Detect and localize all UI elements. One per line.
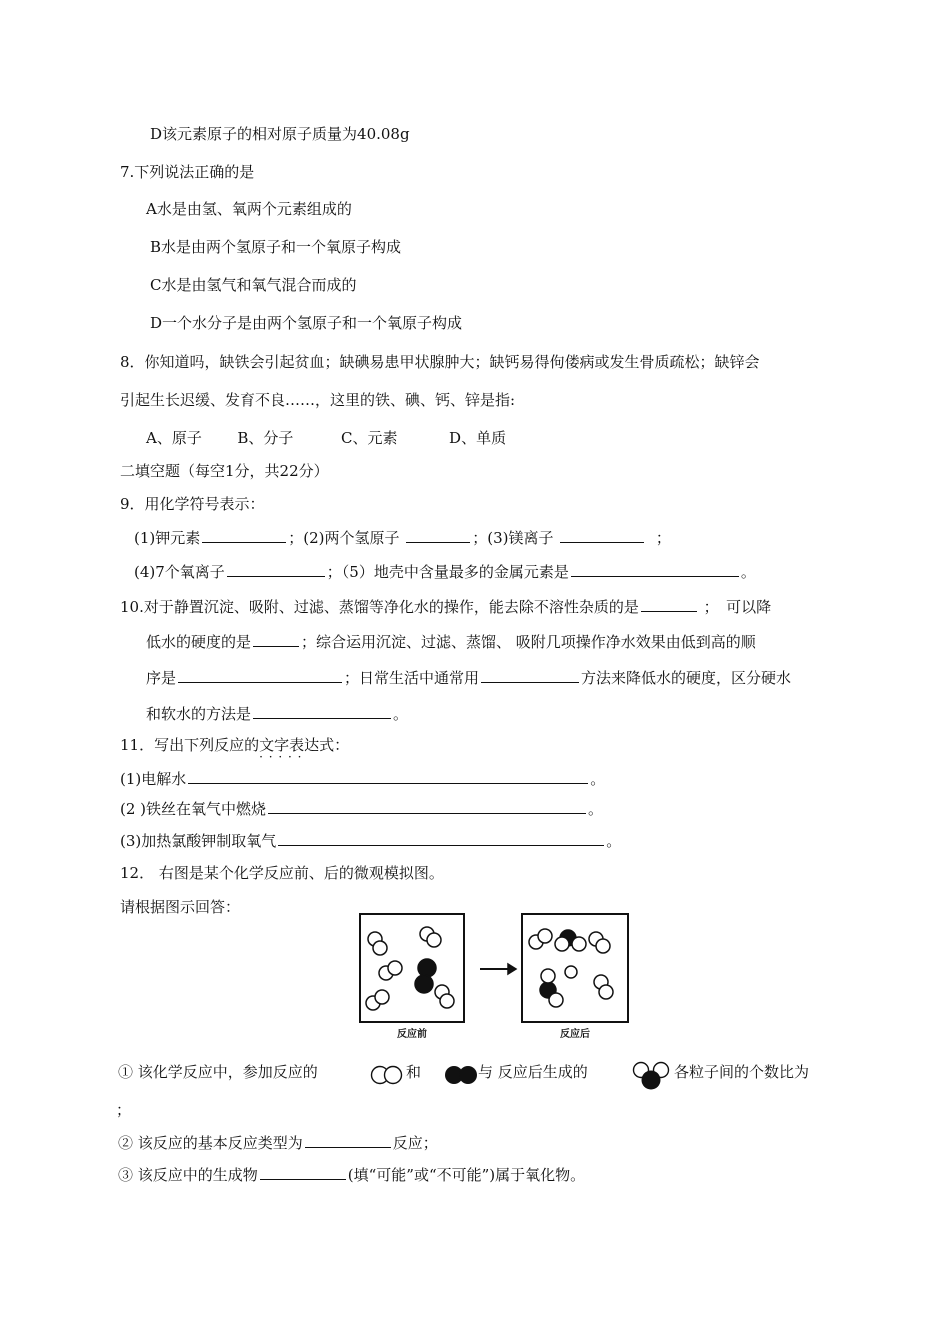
q9-blank-4[interactable] — [227, 562, 325, 577]
q10-text-3c: 方法来降低水的硬度，区分硬水 — [581, 669, 792, 687]
q9-line2 — [134, 562, 756, 582]
before-label: 反应前 — [397, 1029, 427, 1040]
q9-part5-end: 。 — [740, 563, 756, 581]
q10-line1 — [120, 597, 771, 617]
q9-stem: 9．用化学符号表示： — [120, 495, 265, 513]
q12-s1-text-e: ； — [116, 1101, 132, 1119]
q9-blank-5[interactable] — [571, 562, 739, 577]
q10-blank-1[interactable] — [641, 597, 697, 612]
q7-option-b: B水是由两个氢原子和一个氧原子构成 — [150, 238, 402, 256]
q11-part1-end: 。 — [590, 770, 606, 788]
q11-blank-2[interactable] — [268, 799, 586, 814]
q11-part1-label: (1)电解水 — [120, 770, 187, 788]
q9-blank-2[interactable] — [406, 528, 470, 543]
q12-prompt: 请根据图示回答： — [120, 898, 241, 916]
q9-part3-end: ； — [655, 529, 671, 547]
q11-stem-emphasis: 文字表达式 · · — [259, 735, 334, 755]
q12-s3-text-b: (填“可能”或“不可能”)属于氧化物。 — [347, 1166, 586, 1184]
q12-s1-text-b: 和 — [406, 1063, 422, 1081]
q10-blank-2[interactable] — [253, 632, 299, 647]
q12-s1-text-d: 各粒子间的个数比为 — [674, 1063, 810, 1081]
hydrogen-molecule-icon — [370, 1064, 404, 1086]
q11-part2-end: 。 — [588, 800, 604, 818]
q9-part5: ；（5）地壳中含量最多的金属元素是 — [326, 563, 569, 581]
q11-part3 — [120, 831, 621, 851]
oxygen-molecule-icon — [444, 1064, 478, 1086]
after-label: 反应后 — [560, 1029, 590, 1040]
q8-option-b: B、分子 — [237, 429, 294, 447]
section-2-heading: 二填空题（每空1分，共22分） — [120, 462, 329, 480]
q12-blank-2[interactable] — [305, 1133, 391, 1148]
q11-stem-a: 11．写出下列反应的 — [120, 736, 260, 754]
q10-text-3b: ；日常生活中通常用 — [344, 669, 480, 687]
q10-text-4a: 和软水的方法是 — [146, 705, 252, 723]
q8-option-c: C、元素 — [341, 429, 398, 447]
q12-s2-text-b: 反应； — [392, 1134, 438, 1152]
q11-part3-label: (3)加热氯酸钾制取氧气 — [120, 832, 277, 850]
q9-part3: ；(3)镁离子 — [472, 529, 554, 547]
q12-statement-2 — [118, 1133, 438, 1153]
q9-part1: (1)钾元素 — [134, 529, 201, 547]
q12-s3-text-a: ③ 该反应中的生成物 — [118, 1166, 258, 1184]
q8-option-d: D、单质 — [449, 429, 507, 447]
q11-stem — [120, 735, 349, 755]
q9-part4: (4)7个氧离子 — [134, 563, 225, 581]
q11-stem-c: ： — [334, 736, 350, 754]
q11-part3-end: 。 — [606, 832, 622, 850]
q10-line3 — [146, 668, 791, 688]
q10-text-1b: ； 可以降 — [703, 598, 772, 616]
q10-text-1a: 10.对于静置沉淀、吸附、过滤、蒸馏等净化水的操作，能去除不溶性杂质的是 — [120, 598, 639, 616]
q12-s1-text-a: ① 该化学反应中，参加反应的 — [118, 1063, 318, 1081]
q7-option-d: D一个水分子是由两个氢原子和一个氧原子构成 — [150, 314, 463, 332]
q10-line4 — [146, 704, 408, 724]
q10-blank-4[interactable] — [481, 668, 579, 683]
q8-option-a: A、原子 — [146, 429, 202, 447]
q12-statement-3 — [118, 1165, 585, 1185]
q7-stem: 7.下列说法正确的是 — [120, 163, 255, 181]
q10-text-2a: 低水的硬度的是 — [146, 633, 252, 651]
q12-s2-text-a: ② 该反应的基本反应类型为 — [118, 1134, 303, 1152]
q11-part1 — [120, 769, 605, 789]
q10-text-3a: 序是 — [146, 669, 177, 687]
q8-line2: 引起生长迟缓、发育不良……，这里的铁、碘、钙、锌是指: — [120, 391, 516, 409]
q10-blank-5[interactable] — [253, 704, 391, 719]
reaction-diagram — [356, 912, 646, 1042]
q7-option-a: A水是由氢、氧两个元素组成的 — [146, 200, 352, 218]
q12-blank-3[interactable] — [260, 1165, 346, 1180]
q11-part2 — [120, 799, 603, 819]
q7-option-c: C水是由氢气和氧气混合而成的 — [150, 276, 357, 294]
q8-options — [146, 428, 506, 448]
q10-text-2b: ；综合运用沉淀、过滤、蒸馏、 吸附几项操作净水效果由低到高的顺 — [301, 633, 756, 651]
q12-s1-text-c: 与 反应后生成的 — [478, 1063, 588, 1081]
q11-blank-1[interactable] — [188, 769, 588, 784]
q10-blank-3[interactable] — [178, 668, 342, 683]
q8-line1: 8．你知道吗，缺铁会引起贫血；缺碘易患甲状腺肿大；缺钙易得佝偻病或发生骨质疏松；缺锌会 — [120, 353, 760, 371]
q6-option-d: D该元素原子的相对原子质量为40.08g — [150, 125, 410, 143]
q12-stem: 12． 右图是某个化学反应前、后的微观模拟图。 — [120, 864, 444, 882]
q9-blank-3[interactable] — [560, 528, 644, 543]
q10-line2 — [146, 632, 756, 652]
water-molecule-icon — [632, 1060, 670, 1092]
q11-part2-label: (2 )铁丝在氧气中燃烧 — [120, 800, 267, 818]
q9-line1 — [134, 528, 671, 548]
q10-text-4b: 。 — [393, 705, 409, 723]
q9-part2: ；(2)两个氢原子 — [288, 529, 400, 547]
q11-blank-3[interactable] — [278, 831, 604, 846]
q9-blank-1[interactable] — [202, 528, 286, 543]
